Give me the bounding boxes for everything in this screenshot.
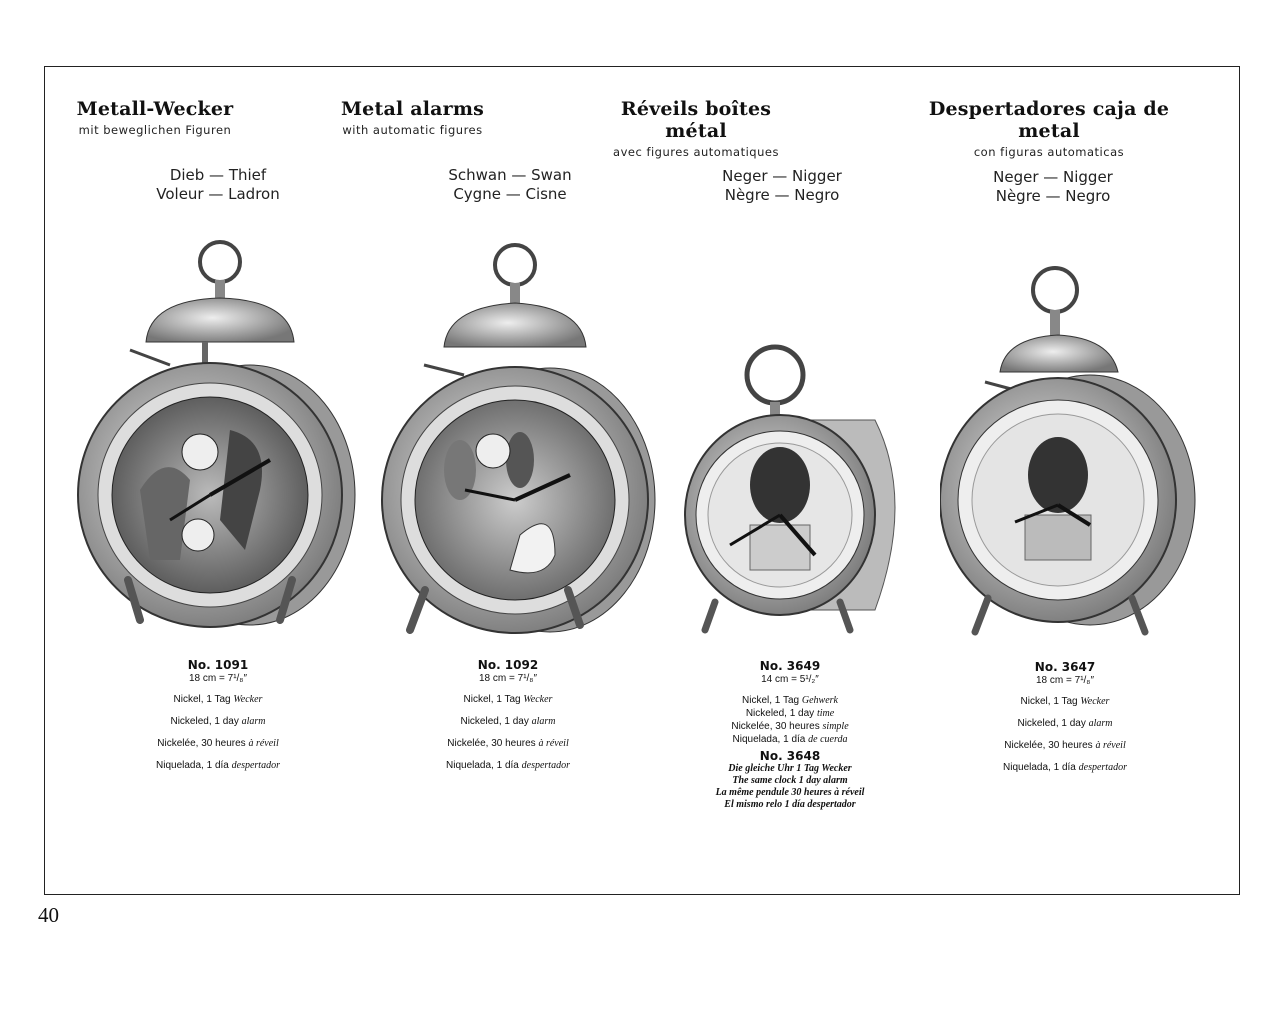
product-number: No. 3649 (759, 659, 821, 673)
clock-illustration-1092 (380, 235, 670, 640)
spec-line: Nickel, 1 Tag Wecker (173, 694, 263, 705)
variant-line: The same clock 1 day alarm (732, 775, 848, 786)
header-french (596, 98, 796, 159)
spec-line: Nickelée, 30 heures à réveil (1004, 740, 1126, 751)
clock-illustration-3649 (675, 340, 920, 640)
clock-illustration-1091 (70, 230, 360, 640)
header-title: Despertadores caja de metal (928, 98, 1170, 142)
figure-line: Nègre — Negro (995, 187, 1111, 205)
header-german (70, 98, 240, 137)
header-spanish (914, 98, 1184, 159)
spec-line: Nickeled, 1 day alarm (460, 716, 556, 727)
figure-line: Dieb — Thief (169, 166, 267, 184)
header-subtitle: avec figures automatiques (613, 145, 779, 159)
figure-name-negro-2 (973, 168, 1133, 206)
figure-name-negro-1 (702, 167, 862, 205)
spec-line: Nickel, 1 Tag Gehwerk (742, 695, 838, 706)
product-caption-3647 (985, 660, 1145, 774)
spec-line: Nickeled, 1 day time (745, 708, 835, 719)
spec-line: Nickel, 1 Tag Wecker (463, 694, 553, 705)
variant-line: El mismo relo 1 día despertador (724, 799, 856, 810)
header-title: Metal alarms (340, 98, 485, 120)
spec-line: Niquelada, 1 día despertador (1003, 762, 1127, 773)
figure-name-thief (138, 166, 298, 204)
spec-line: Nickelée, 30 heures à réveil (157, 738, 279, 749)
figure-line: Schwan — Swan (448, 166, 572, 184)
header-subtitle: con figuras automaticas (973, 145, 1125, 159)
product-number: No. 1091 (187, 658, 249, 672)
spec-line: Nickelée, 30 heures à réveil (447, 738, 569, 749)
product-number: No. 1092 (477, 658, 539, 672)
clock-illustration-3647 (940, 260, 1205, 640)
page-number: 40 (38, 903, 59, 927)
product-size: 14 cm = 5¹/₂″ (761, 674, 819, 685)
spec-line: Niquelada, 1 día despertador (446, 760, 570, 771)
product-size: 18 cm = 7¹/₈″ (1036, 675, 1094, 686)
spec-line: Nickelée, 30 heures simple (731, 721, 849, 732)
spec-line: Nickel, 1 Tag Wecker (1020, 696, 1110, 707)
variant-number: No. 3648 (759, 749, 821, 763)
spec-line: Nickeled, 1 day alarm (170, 716, 266, 727)
header-title: Réveils boîtes métal (620, 98, 772, 142)
variant-line: Die gleiche Uhr 1 Tag Wecker (728, 763, 852, 774)
header-title: Metall-Wecker (76, 98, 234, 120)
header-subtitle: with automatic figures (342, 123, 483, 137)
product-size: 18 cm = 7¹/₈″ (479, 673, 537, 684)
product-caption-1092 (428, 658, 588, 772)
spec-line: Niquelada, 1 día despertador (156, 760, 280, 771)
header-subtitle: mit beweglichen Figuren (78, 123, 232, 137)
product-caption-3649 (705, 659, 875, 811)
figure-line: Neger — Nigger (993, 168, 1113, 186)
product-caption-1091 (138, 658, 298, 772)
spec-line: Niquelada, 1 día de cuerda (732, 734, 848, 745)
figure-line: Neger — Nigger (722, 167, 842, 185)
spec-line: Nickeled, 1 day alarm (1017, 718, 1113, 729)
figure-line: Cygne — Cisne (453, 185, 567, 203)
figure-name-swan (430, 166, 590, 204)
variant-line: La même pendule 30 heures à réveil (715, 787, 865, 798)
product-size: 18 cm = 7¹/₈″ (189, 673, 247, 684)
figure-line: Nègre — Negro (724, 186, 840, 204)
header-english (330, 98, 495, 137)
product-number: No. 3647 (1034, 660, 1096, 674)
figure-line: Voleur — Ladron (156, 185, 280, 203)
